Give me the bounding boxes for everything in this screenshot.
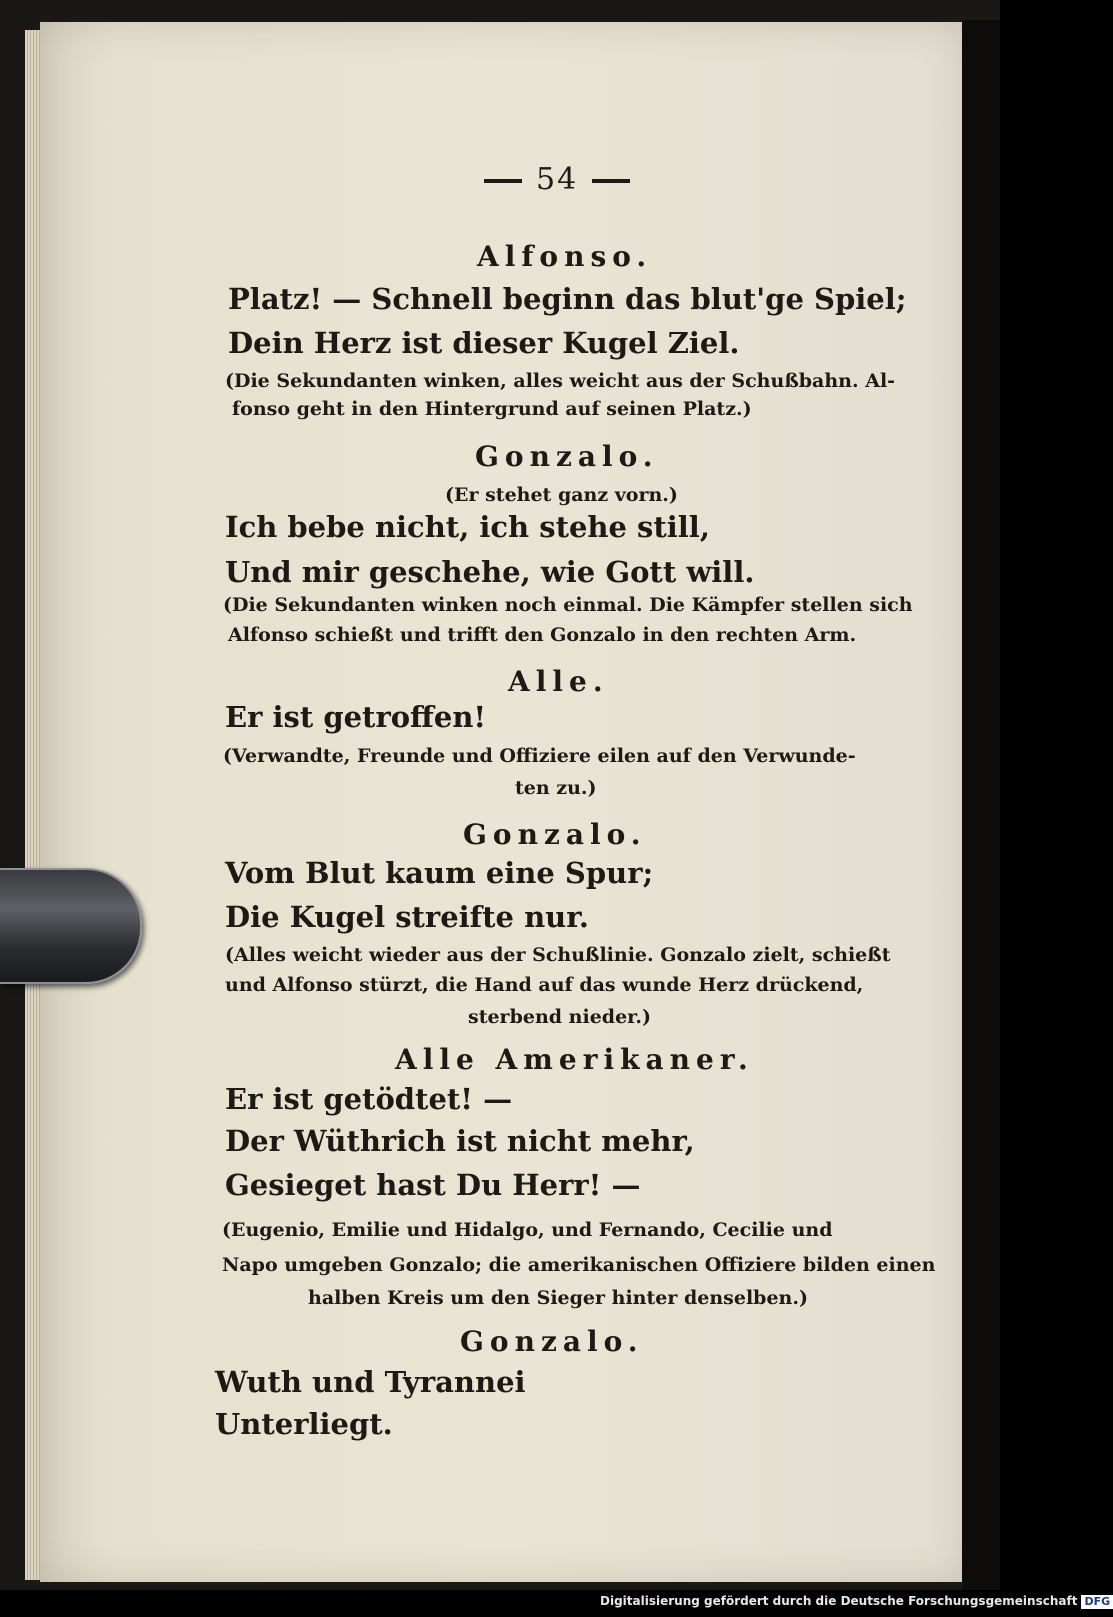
verse-line: Er ist getroffen! — [225, 700, 487, 734]
stage-direction: (Verwandte, Freunde und Offiziere eilen auf den Verwunde- — [223, 745, 856, 767]
dash-left — [484, 179, 522, 183]
verse-line: Und mir geschehe, wie Gott will. — [225, 555, 755, 589]
speaker-heading: Alle. — [508, 665, 609, 698]
stage-direction: sterbend nieder.) — [468, 1006, 652, 1028]
verse-line: Er ist getödtet! — — [225, 1082, 513, 1116]
footer-credit — [600, 1594, 1111, 1614]
speaker-heading: Gonzalo. — [475, 440, 659, 473]
verse-line: Der Wüthrich ist nicht mehr, — [225, 1124, 695, 1158]
stage-direction: (Die Sekundanten winken noch einmal. Die Kämpfer stellen sich — [223, 594, 913, 616]
verse-line: Dein Herz ist dieser Kugel Ziel. — [228, 326, 740, 360]
stage-direction: (Eugenio, Emilie und Hidalgo, und Fernando, Cecilie und — [222, 1219, 833, 1241]
speaker-heading: Alfonso. — [477, 240, 653, 273]
verse-line: Gesieget hast Du Herr! — — [225, 1168, 641, 1202]
verse-line: Vom Blut kaum eine Spur; — [225, 856, 654, 890]
stage-direction: ten zu.) — [515, 777, 597, 799]
speaker-heading: Gonzalo. — [463, 818, 647, 851]
page-number-value: 54 — [536, 162, 579, 197]
stage-direction: (Er stehet ganz vorn.) — [445, 484, 678, 506]
verse-line: Ich bebe nicht, ich stehe still, — [225, 510, 710, 544]
speaker-heading: Gonzalo. — [460, 1325, 644, 1358]
stage-direction: und Alfonso stürzt, die Hand auf das wunde Herz drückend, — [225, 974, 864, 996]
stage-direction: Napo umgeben Gonzalo; die amerikanischen Offiziere bilden einen — [222, 1254, 936, 1276]
stage-direction: fonso geht in den Hintergrund auf seinen Platz.) — [232, 398, 752, 420]
page-number — [470, 162, 644, 197]
speaker-heading: Alle Amerikaner. — [395, 1043, 754, 1076]
stage-direction: (Die Sekundanten winken, alles weicht aus der Schußbahn. Al- — [225, 370, 896, 392]
stage-direction: (Alles weicht wieder aus der Schußlinie. Gonzalo zielt, schießt — [225, 944, 891, 966]
verse-line: Die Kugel streifte nur. — [225, 900, 589, 934]
verse-line: Wuth und Tyrannei — [215, 1365, 526, 1399]
dfg-logo: DFG — [1081, 1595, 1113, 1609]
stage-direction: halben Kreis um den Sieger hinter denselben.) — [308, 1287, 808, 1309]
stage-direction: Alfonso schießt und trifft den Gonzalo in den rechten Arm. — [228, 624, 857, 646]
footer-text: Digitalisierung gefördert durch die Deutsche Forschungsgemeinschaft — [600, 1594, 1078, 1608]
verse-line: Platz! — Schnell beginn das blut'ge Spiel; — [228, 282, 907, 316]
page-clip — [0, 868, 142, 984]
verse-line: Unterliegt. — [215, 1407, 393, 1441]
dash-right — [592, 179, 630, 183]
